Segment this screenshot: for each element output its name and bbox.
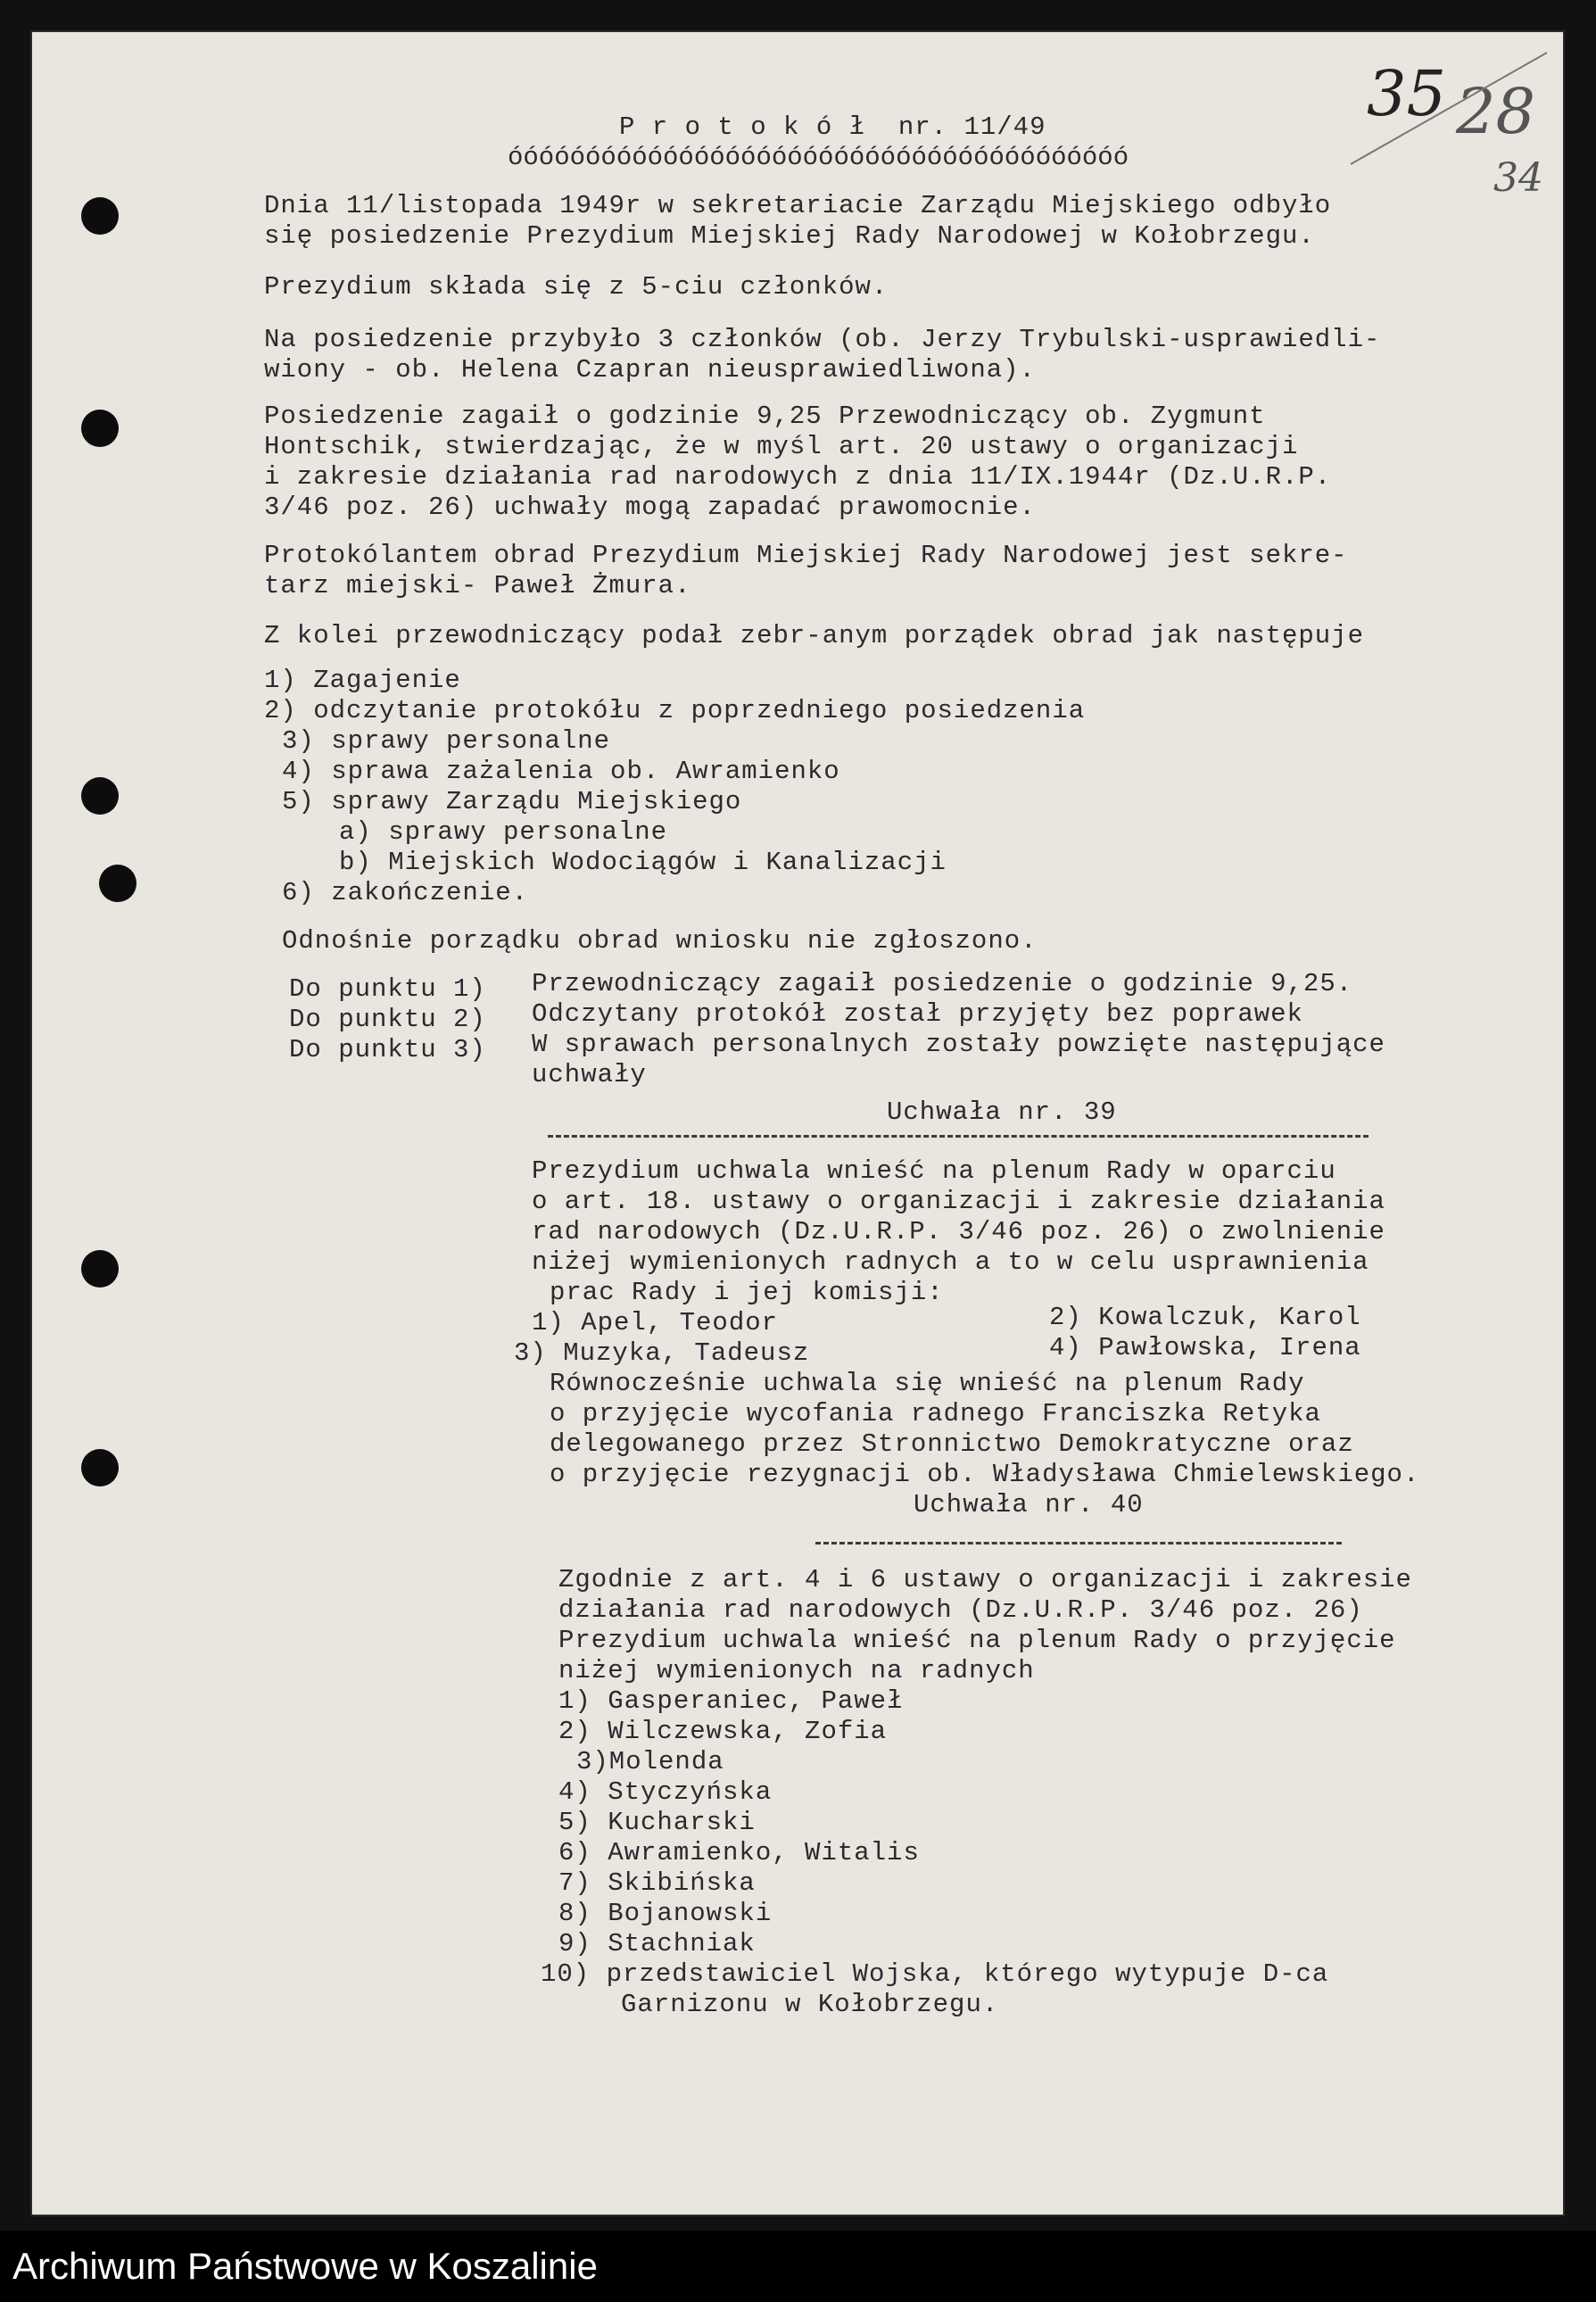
point-text: Odczytany protokół został przyjęty bez poprawek — [532, 999, 1303, 1029]
paragraph-line: Z kolei przewodniczący podał zebr-anym porządek obrad jak następuje — [264, 621, 1364, 650]
dashed-rule — [815, 1542, 1342, 1544]
member-item: 3) Muzyka, Tadeusz — [514, 1338, 810, 1368]
agenda-item: 2) odczytanie protokółu z poprzedniego posiedzenia — [264, 696, 1086, 725]
document-title: P r o t o k ó ł nr. 11/49 — [619, 112, 1046, 142]
handwritten-number: 35 — [1367, 57, 1447, 130]
paragraph-line: Posiedzenie zagaił o godzinie 9,25 Przewodniczący ob. Zygmunt — [264, 402, 1266, 431]
no-motions-line: Odnośnie porządku obrad wniosku nie zgłoszono. — [282, 926, 1038, 956]
handwritten-number: 28 — [1456, 75, 1536, 148]
resolution-line: o art. 18. ustawy o organizacji i zakresie działania — [532, 1187, 1385, 1216]
resolution-title: Uchwała nr. 40 — [914, 1490, 1144, 1519]
member-item: 1) Apel, Teodor — [532, 1308, 779, 1337]
agenda-item: 5) sprawy Zarządu Miejskiego — [282, 787, 742, 816]
point-label: Do punktu 2) — [289, 1005, 486, 1034]
resolution-line: rad narodowych (Dz.U.R.P. 3/46 poz. 26) o zwolnienie — [532, 1217, 1385, 1246]
agenda-item: 6) zakończenie. — [282, 878, 529, 907]
paragraph-line: 3/46 poz. 26) uchwały mogą zapadać prawomocnie. — [264, 493, 1036, 522]
pencil-stroke — [1342, 48, 1556, 191]
point-text: Przewodniczący zagaił posiedzenie o godzinie 9,25. — [532, 969, 1353, 998]
punch-hole — [81, 1250, 119, 1288]
title-underline: óóóóóóóóóóóóóóóóóóóóóóóóóóóóóóóóóóóóóóóó — [508, 143, 1129, 172]
member-item: 6) Awramienko, Witalis — [558, 1838, 920, 1867]
paragraph-line: Dnia 11/listopada 1949r w sekretariacie Zarządu Miejskiego odbyło — [264, 191, 1332, 220]
resolution-line: delegowanego przez Stronnictwo Demokratyczne oraz — [550, 1429, 1354, 1459]
member-item: 7) Skibińska — [558, 1868, 756, 1898]
resolution-line: o przyjęcie wycofania radnego Franciszka Retyka — [550, 1399, 1321, 1428]
document-page — [30, 30, 1565, 2216]
resolution-title: Uchwała nr. 39 — [887, 1097, 1117, 1127]
point-label: Do punktu 3) — [289, 1035, 486, 1064]
punch-hole — [81, 777, 119, 815]
punch-hole — [99, 865, 136, 902]
paragraph-line: wiony - ob. Helena Czapran nieusprawiedliwona). — [264, 355, 1036, 385]
resolution-line: Równocześnie uchwala się wnieść na plenum Rady — [550, 1369, 1305, 1398]
member-item: Garnizonu w Kołobrzegu. — [621, 1990, 999, 2019]
resolution-line: niżej wymienionych radnych a to w celu usprawnienia — [532, 1247, 1369, 1277]
resolution-line: działania rad narodowych (Dz.U.R.P. 3/46 poz. 26) — [558, 1595, 1363, 1625]
member-item: 2) Wilczewska, Zofia — [558, 1717, 888, 1746]
resolution-line: o przyjęcie rezygnacji ob. Władysława Chmielewskiego. — [550, 1460, 1420, 1489]
member-item: 5) Kucharski — [558, 1808, 756, 1837]
point-text: uchwały — [532, 1060, 647, 1089]
member-item: 2) Kowalczuk, Karol — [1049, 1303, 1361, 1332]
paragraph-line: tarz miejski- Paweł Żmura. — [264, 571, 691, 600]
punch-hole — [81, 197, 119, 235]
dashed-rule — [548, 1135, 1369, 1138]
agenda-item: a) sprawy personalne — [339, 817, 668, 847]
resolution-line: Zgodnie z art. 4 i 6 ustawy o organizacji i zakresie — [558, 1565, 1412, 1594]
member-item: 10) przedstawiciel Wojska, którego wytypuje D-ca — [541, 1959, 1329, 1989]
paragraph-line: i zakresie działania rad narodowych z dnia 11/IX.1944r (Dz.U.R.P. — [264, 462, 1332, 492]
resolution-line: Prezydium uchwala wnieść na plenum Rady o przyjęcie — [558, 1626, 1396, 1655]
archive-footer — [0, 2231, 1596, 2302]
resolution-line: prac Rady i jej komisji: — [550, 1278, 944, 1307]
paragraph-line: Na posiedzenie przybyło 3 członków (ob. Jerzy Trybulski-usprawiedli- — [264, 325, 1381, 354]
paragraph-line: Protokólantem obrad Prezydium Miejskiej Rady Narodowej jest sekre- — [264, 541, 1348, 570]
member-item: 1) Gasperaniec, Paweł — [558, 1686, 904, 1716]
paragraph-line: Prezydium składa się z 5-ciu członków. — [264, 272, 889, 302]
agenda-item: 1) Zagajenie — [264, 666, 461, 695]
agenda-item: 3) sprawy personalne — [282, 726, 611, 756]
paragraph-line: Hontschik, stwierdzając, że w myśl art. 20 ustawy o organizacji — [264, 432, 1299, 461]
archive-name: Archiwum Państwowe w Koszalinie — [12, 2245, 598, 2287]
member-item: 8) Bojanowski — [558, 1899, 773, 1928]
point-text: W sprawach personalnych zostały powzięte następujące — [532, 1030, 1385, 1059]
point-label: Do punktu 1) — [289, 974, 486, 1004]
punch-hole — [81, 1449, 119, 1486]
member-item: 3)Molenda — [576, 1747, 724, 1776]
member-item: 9) Stachniak — [558, 1929, 756, 1958]
member-item: 4) Pawłowska, Irena — [1049, 1333, 1361, 1362]
handwritten-number: 34 — [1493, 155, 1543, 201]
member-item: 4) Styczyńska — [558, 1777, 773, 1807]
resolution-line: Prezydium uchwala wnieść na plenum Rady w oparciu — [532, 1156, 1336, 1186]
resolution-line: niżej wymienionych na radnych — [558, 1656, 1035, 1685]
agenda-item: b) Miejskich Wodociągów i Kanalizacji — [339, 848, 947, 877]
punch-hole — [81, 410, 119, 447]
paragraph-line: się posiedzenie Prezydium Miejskiej Rady Narodowej w Kołobrzegu. — [264, 221, 1315, 251]
agenda-item: 4) sprawa zażalenia ob. Awramienko — [282, 757, 840, 786]
